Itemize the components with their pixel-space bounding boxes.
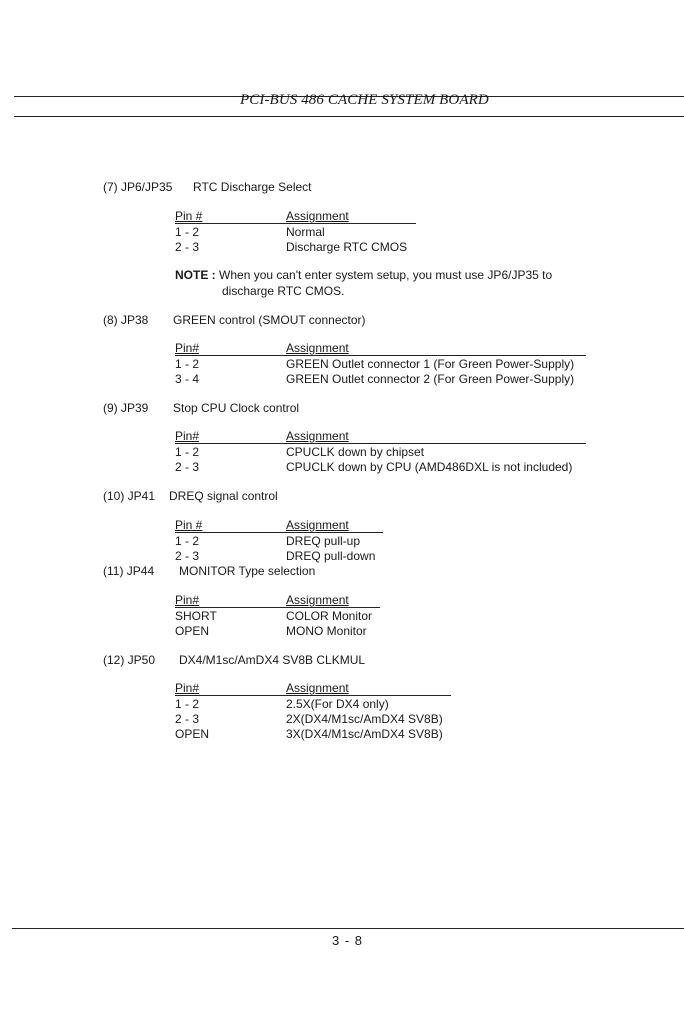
assignment-cell: COLOR Monitor (286, 609, 373, 623)
note-line-1 (175, 267, 595, 283)
section-description: GREEN control (SMOUT connector) (173, 313, 366, 327)
section-description: DREQ signal control (169, 489, 278, 503)
assignment-cell: DREQ pull-up (286, 534, 361, 548)
pin-cell: 1 - 2 (175, 697, 200, 711)
col-assignment-header: Assignment (286, 681, 349, 695)
section-number: (11) JP44 (103, 564, 155, 578)
table-row (175, 712, 451, 727)
table-row (175, 609, 380, 624)
table-header (175, 518, 383, 533)
pin-table-jp38 (175, 341, 586, 387)
assignment-cell: Discharge RTC CMOS (286, 240, 408, 254)
table-row (175, 225, 416, 240)
col-pin-header: Pin# (175, 429, 200, 443)
pin-cell: 3 - 4 (175, 372, 200, 386)
col-assignment-header: Assignment (286, 429, 349, 443)
table-header (175, 429, 586, 444)
assignment-cell: Normal (286, 225, 325, 239)
col-assignment-header: Assignment (286, 593, 349, 607)
table-header (175, 593, 380, 608)
section-description: MONITOR Type selection (179, 564, 316, 578)
assignment-cell: GREEN Outlet connector 2 (For Green Power-Supply) (286, 372, 575, 386)
pin-table-jp44 (175, 593, 380, 639)
table-row (175, 240, 416, 255)
table-row (175, 460, 586, 475)
section-number: (12) JP50 (103, 653, 156, 667)
table-row (175, 445, 586, 460)
page-number: 3 - 8 (332, 933, 364, 948)
pin-cell: 1 - 2 (175, 225, 200, 239)
col-pin-header: Pin# (175, 681, 200, 695)
assignment-cell: MONO Monitor (286, 624, 367, 638)
col-pin-header: Pin # (175, 518, 203, 532)
pin-cell: 1 - 2 (175, 357, 200, 371)
table-row (175, 357, 586, 372)
pin-cell: 2 - 3 (175, 712, 200, 726)
assignment-cell: 2.5X(For DX4 only) (286, 697, 389, 711)
header-rule-bottom (14, 116, 684, 117)
assignment-cell: DREQ pull-down (286, 549, 376, 563)
table-row (175, 372, 586, 387)
col-pin-header: Pin# (175, 341, 200, 355)
assignment-cell: CPUCLK down by chipset (286, 445, 425, 459)
table-header (175, 209, 416, 224)
section-number: (9) JP39 (103, 401, 149, 415)
assignment-cell: 3X(DX4/M1sc/AmDX4 SV8B) (286, 727, 443, 741)
pin-cell: OPEN (175, 727, 210, 741)
col-pin-header: Pin# (175, 593, 200, 607)
section-number: (7) JP6/JP35 (103, 180, 173, 194)
pin-table-jp41 (175, 518, 383, 564)
col-assignment-header: Assignment (286, 341, 349, 355)
pin-table-jp39 (175, 429, 586, 475)
assignment-cell: CPUCLK down by CPU (AMD486DXL is not included) (286, 460, 573, 474)
pin-cell: 2 - 3 (175, 549, 200, 563)
table-row (175, 697, 451, 712)
section-description: DX4/M1sc/AmDX4 SV8B CLKMUL (179, 653, 366, 667)
section-description: RTC Discharge Select (193, 180, 312, 194)
note-label: NOTE : (175, 268, 216, 282)
pin-cell: 2 - 3 (175, 240, 200, 254)
col-assignment-header: Assignment (286, 209, 349, 223)
table-row (175, 727, 451, 742)
note-text-1: When you can't enter system setup, you must use JP6/JP35 to (219, 268, 553, 282)
table-row (175, 624, 380, 639)
table-header (175, 681, 451, 696)
assignment-cell: GREEN Outlet connector 1 (For Green Power-Supply) (286, 357, 575, 371)
note-text-2: discharge RTC CMOS. (222, 284, 345, 298)
pin-cell: 1 - 2 (175, 445, 200, 459)
pin-cell: 1 - 2 (175, 534, 200, 548)
assignment-cell: 2X(DX4/M1sc/AmDX4 SV8B) (286, 712, 443, 726)
pin-table-jp50 (175, 681, 451, 742)
table-row (175, 534, 383, 549)
note-block (175, 267, 595, 299)
pin-table-jp6-jp35 (175, 209, 416, 255)
pin-cell: SHORT (175, 609, 217, 623)
pin-cell: 2 - 3 (175, 460, 200, 474)
pin-cell: OPEN (175, 624, 210, 638)
section-number: (10) JP41 (103, 489, 156, 503)
section-description: Stop CPU Clock control (173, 401, 300, 415)
table-header (175, 341, 586, 356)
col-assignment-header: Assignment (286, 518, 349, 532)
section-number: (8) JP38 (103, 313, 149, 327)
col-pin-header: Pin # (175, 209, 203, 223)
footer-rule (12, 928, 684, 929)
table-row (175, 549, 383, 564)
page-title: PCI-BUS 486 CACHE SYSTEM BOARD (240, 92, 489, 108)
